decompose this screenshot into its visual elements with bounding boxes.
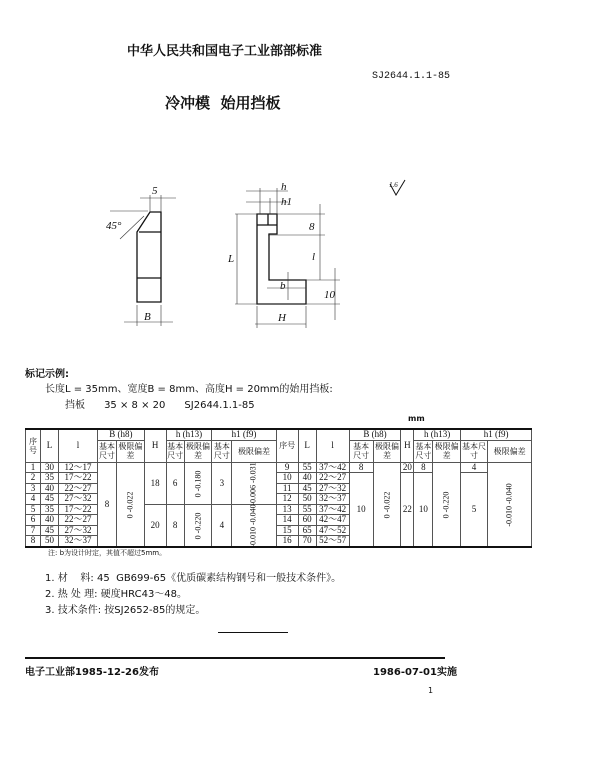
dim-top: 8 — [309, 221, 315, 233]
header-no: 序号 — [276, 429, 298, 462]
tolerance-value: 0 -0.220 — [193, 512, 203, 539]
cell-l: 22～27 — [316, 473, 349, 484]
dim-l: l — [312, 251, 316, 263]
cell-L: 55 — [298, 462, 316, 473]
cell-l: 32～37 — [316, 494, 349, 505]
cell-L: 40 — [41, 515, 59, 526]
header-h: h (h13) — [166, 429, 212, 440]
cell-h1: 4 — [212, 504, 232, 547]
row-no: 9 — [276, 462, 298, 473]
cell-l: 12～17 — [59, 462, 98, 473]
dim-h1: h1 — [281, 196, 292, 208]
header-basic: 基本尺寸 — [415, 442, 432, 460]
cell-l: 17～22 — [59, 504, 98, 515]
cell-h1-tol — [488, 462, 532, 547]
dim-length: L — [228, 253, 235, 265]
cell-h1: 5 — [461, 473, 488, 547]
example-marking: 挡板 35 × 8 × 20 SJ2644.1.1-85 — [65, 400, 255, 411]
tolerance-value: -0.010 -0.040 — [504, 482, 514, 527]
header-limit: 极限偏差 — [434, 442, 459, 460]
part-drawing — [100, 150, 440, 330]
dimension-table — [25, 428, 532, 548]
header-L: L — [41, 429, 59, 462]
requirement-3: 3. 技术条件: 按SJ2652-85的规定。 — [45, 605, 206, 616]
cell-h-tol — [184, 462, 212, 504]
cell-l: 22～27 — [59, 483, 98, 494]
cell-L: 40 — [41, 483, 59, 494]
cell-H: 22 — [401, 473, 414, 547]
dim-width: B — [144, 311, 151, 323]
footer-rule — [25, 657, 445, 659]
cell-h1-tol — [232, 504, 276, 547]
cell-L: 45 — [41, 494, 59, 505]
cell-L: 40 — [298, 473, 316, 484]
header-basic: 基本尺寸 — [349, 440, 373, 462]
dim-bottom: 10 — [324, 289, 335, 301]
cell-l: 52～57 — [316, 536, 349, 547]
cell-L: 50 — [298, 494, 316, 505]
cell-l: 17～22 — [59, 473, 98, 484]
row-no: 11 — [276, 483, 298, 494]
org-header: 中华人民共和国电子工业部部标准 — [127, 44, 323, 59]
cell-B: 10 — [349, 473, 373, 547]
cell-l: 37～42 — [316, 504, 349, 515]
cell-l: 27～32 — [316, 483, 349, 494]
cell-h-tol — [433, 462, 461, 547]
cell-h: 6 — [166, 462, 184, 504]
page-number: 1 — [428, 686, 434, 695]
tolerance-value: 0 -0.220 — [441, 491, 451, 518]
cell-h: 8 — [166, 504, 184, 547]
row-no: 6 — [26, 515, 41, 526]
unit-label: mm — [408, 414, 425, 423]
cell-B: 8 — [349, 462, 373, 473]
header-h: h (h13) — [414, 429, 461, 440]
header-l: l — [59, 429, 98, 462]
cell-h1: 3 — [212, 462, 232, 504]
header-limit: 极限偏差 — [232, 440, 276, 462]
requirement-2: 2. 热 处 理: 硬度HRC43～48。 — [45, 589, 188, 600]
standard-code: SJ2644.1.1-85 — [372, 71, 451, 82]
header-B: B (h8) — [98, 429, 145, 440]
header-basic: 基本尺寸 — [167, 442, 184, 460]
cell-H: 20 — [144, 504, 166, 547]
row-no: 12 — [276, 494, 298, 505]
header-limit: 极限偏差 — [186, 442, 210, 460]
cell-L: 45 — [298, 483, 316, 494]
cell-h: 10 — [414, 473, 433, 547]
cell-B-tol — [117, 462, 145, 547]
row-no: 2 — [26, 473, 41, 484]
header-L: L — [298, 429, 316, 462]
tolerance-value: -0.006 -0.031 — [249, 461, 259, 506]
cell-H: 18 — [144, 462, 166, 504]
cell-L: 70 — [298, 536, 316, 547]
header-B: B (h8) — [349, 429, 401, 440]
tolerance-value: -0.010 -0.040 — [249, 503, 259, 548]
cell-B: 8 — [98, 462, 117, 547]
row-no: 5 — [26, 504, 41, 515]
cell-L: 65 — [298, 525, 316, 536]
header-H: H — [144, 429, 166, 462]
requirement-1: 1. 材 料: 45 GB699-65《优质碳素结构钢号和一般技术条件》。 — [45, 573, 342, 584]
tolerance-value: 0 -0.022 — [382, 491, 392, 518]
cell-h: 8 — [414, 462, 433, 473]
tolerance-value: 0 -0.180 — [193, 470, 203, 497]
header-H: H — [401, 429, 414, 462]
dim-chamfer: 5 — [152, 185, 158, 197]
header-limit: 极限偏差 — [375, 442, 399, 460]
example-heading: 标记示例: — [25, 369, 69, 380]
page-title: 冷冲模 始用挡板 — [165, 94, 281, 112]
table-row — [26, 462, 532, 473]
dim-h: h — [281, 181, 287, 193]
cell-h1-tol — [232, 462, 276, 504]
row-no: 3 — [26, 483, 41, 494]
dim-height: H — [278, 312, 286, 324]
header-limit: 极限偏差 — [118, 442, 143, 460]
row-no: 13 — [276, 504, 298, 515]
header-no: 序号 — [26, 429, 41, 462]
cell-L: 45 — [41, 525, 59, 536]
row-no: 16 — [276, 536, 298, 547]
row-no: 15 — [276, 525, 298, 536]
tolerance-value: 0 -0.022 — [125, 491, 135, 518]
cell-l: 27～32 — [59, 525, 98, 536]
dim-angle: 45° — [106, 220, 122, 232]
end-rule — [218, 632, 288, 633]
row-no: 8 — [26, 536, 41, 547]
example-description: 长度L = 35mm、宽度B = 8mm、高度H = 20mm的始用挡板: — [45, 384, 333, 395]
header-basic: 基本尺寸 — [99, 442, 115, 460]
header-basic: 基本尺寸 — [462, 442, 487, 460]
header-basic: 基本尺寸 — [213, 442, 230, 460]
cell-h-tol — [184, 504, 212, 547]
row-no: 1 — [26, 462, 41, 473]
effective-date: 1986-07-01实施 — [373, 667, 457, 678]
issue-date: 电子工业部1985-12-26发布 — [25, 667, 159, 678]
header-h1: h1 (f9) — [212, 429, 276, 440]
cell-H: 20 — [402, 461, 412, 472]
cell-l: 42～47 — [316, 515, 349, 526]
cell-l: 27～32 — [59, 494, 98, 505]
table-note: 注: b为设计时定，其值不超过5mm。 — [48, 549, 167, 557]
row-no: 14 — [276, 515, 298, 526]
roughness-value: 1.6 — [389, 181, 398, 189]
header-h1: h1 (f9) — [461, 429, 532, 440]
row-no: 4 — [26, 494, 41, 505]
cell-l: 22～27 — [59, 515, 98, 526]
cell-L: 35 — [41, 473, 59, 484]
cell-h1: 4 — [461, 462, 488, 473]
cell-L: 50 — [41, 536, 59, 547]
cell-L: 55 — [298, 504, 316, 515]
cell-B-tol — [373, 462, 401, 547]
header-l: l — [316, 429, 349, 462]
front-view — [137, 212, 161, 302]
row-no: 7 — [26, 525, 41, 536]
cell-l: 47～52 — [316, 525, 349, 536]
cell-L: 35 — [41, 504, 59, 515]
cell-L: 60 — [298, 515, 316, 526]
cell-l: 37～42 — [316, 462, 349, 473]
cell-L: 30 — [41, 462, 59, 473]
header-limit: 极限偏差 — [488, 440, 532, 462]
cell-l: 32～37 — [59, 536, 98, 547]
row-no: 10 — [276, 473, 298, 484]
dim-b: b — [280, 280, 286, 292]
